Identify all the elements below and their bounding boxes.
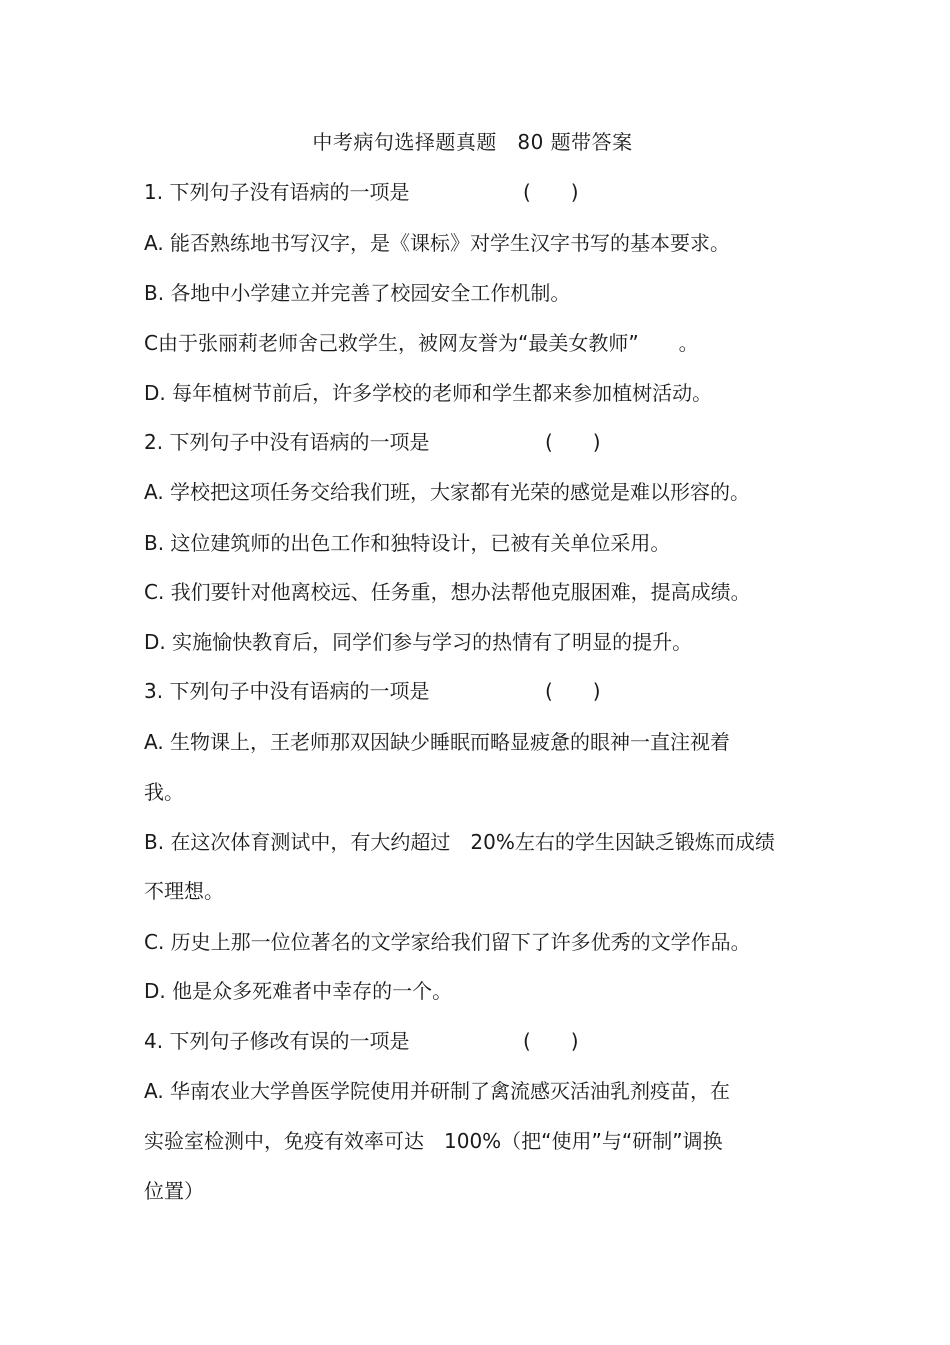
question-1-stem: 1. 下列句子没有语病的一项是	[144, 180, 410, 204]
question-3-option-a: A. 生物课上，王老师那双因缺少睡眠而略显疲惫的眼神一直注视着	[144, 730, 731, 754]
question-1-option-c: C由于张丽莉老师舍己救学生，被网友誉为“最美女教师” 。	[144, 331, 699, 355]
question-3-option-d: D. 他是众多死难者中幸存的一个。	[144, 979, 453, 1003]
question-2-answer-blank: ( )	[545, 430, 601, 454]
question-4-option-a-continued: 实验室检测中，免疫有效率可达 100%（把“使用”与“研制”调换	[144, 1129, 723, 1153]
question-3-answer-blank: ( )	[545, 679, 601, 703]
question-2-option-c: C. 我们要针对他离校远、任务重，想办法帮他克服困难，提高成绩。	[144, 580, 751, 604]
question-4-option-a: A. 华南农业大学兽医学院使用并研制了禽流感灭活油乳剂疫苗，在	[144, 1079, 731, 1103]
question-3-option-a-continued: 我。	[144, 780, 184, 804]
question-4-stem: 4. 下列句子修改有误的一项是	[144, 1029, 410, 1053]
question-2-stem: 2. 下列句子中没有语病的一项是	[144, 430, 430, 454]
question-1-option-b: B. 各地中小学建立并完善了校园安全工作机制。	[144, 281, 571, 305]
question-3-stem: 3. 下列句子中没有语病的一项是	[144, 679, 430, 703]
question-4-option-a-note: 位置）	[144, 1179, 204, 1203]
question-4-answer-blank: ( )	[523, 1029, 579, 1053]
question-3-option-b-continued: 不理想。	[144, 879, 224, 903]
question-1-option-a: A. 能否熟练地书写汉字，是《课标》对学生汉字书写的基本要求。	[144, 231, 731, 255]
question-1-answer-blank: ( )	[523, 180, 579, 204]
question-1-option-d: D. 每年植树节前后，许多学校的老师和学生都来参加植树活动。	[144, 381, 713, 405]
question-3-option-c: C. 历史上那一位位著名的文学家给我们留下了许多优秀的文学作品。	[144, 930, 751, 954]
question-2-option-a: A. 学校把这项任务交给我们班，大家都有光荣的感觉是难以形容的。	[144, 480, 751, 504]
question-2-option-d: D. 实施愉快教育后，同学们参与学习的热情有了明显的提升。	[144, 630, 693, 654]
question-2-option-b: B. 这位建筑师的出色工作和独特设计，已被有关单位采用。	[144, 531, 671, 555]
page-title: 中考病句选择题真题 80 题带答案	[312, 130, 633, 154]
question-3-option-b: B. 在这次体育测试中，有大约超过 20%左右的学生因缺乏锻炼而成绩	[144, 830, 775, 854]
